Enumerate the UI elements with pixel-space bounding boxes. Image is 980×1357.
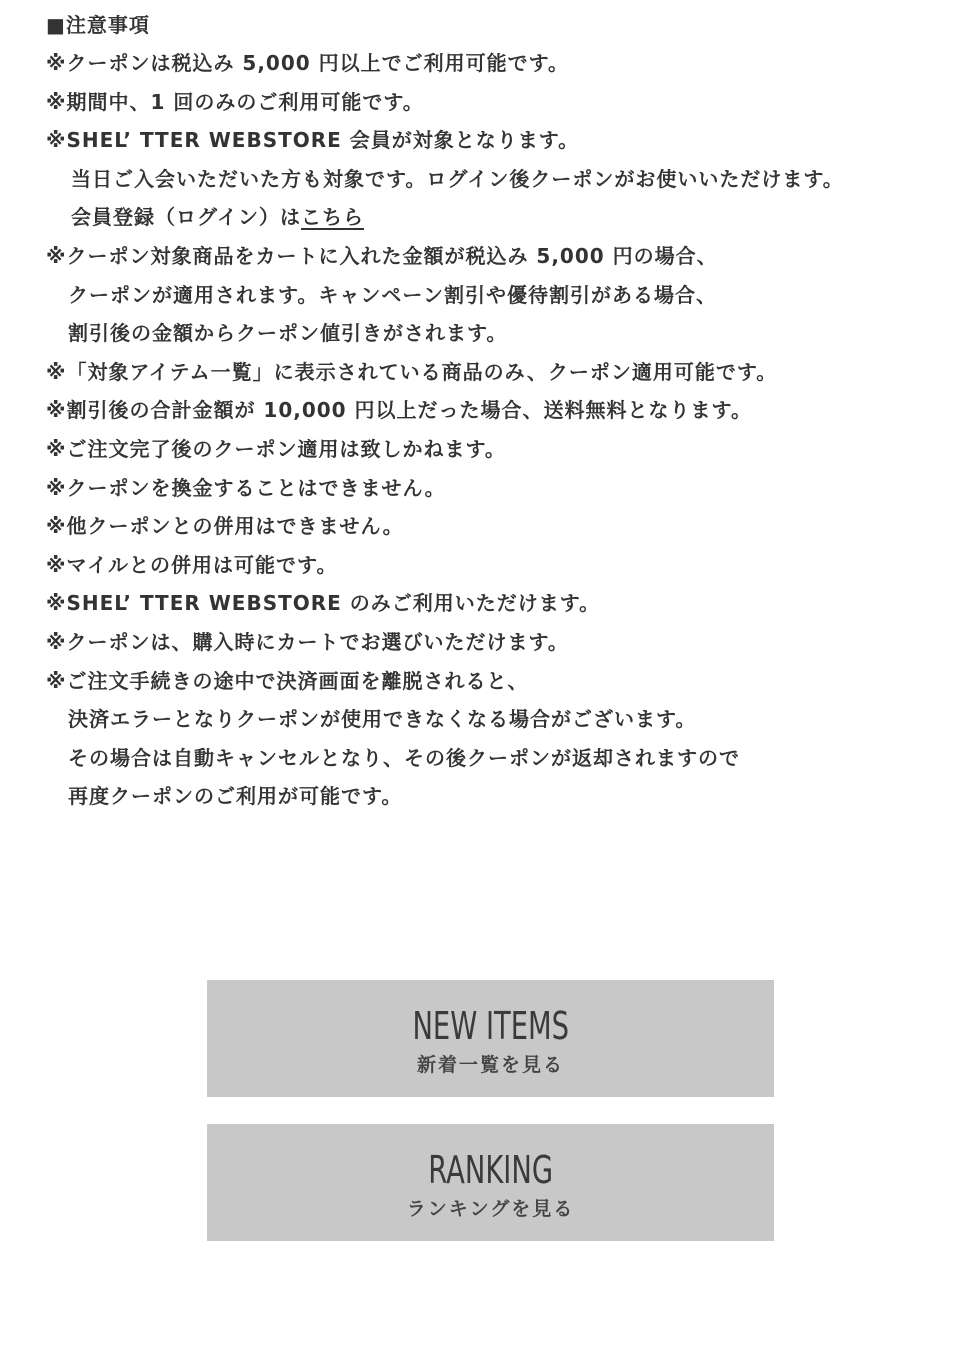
note-line: ※SHEL’ TTER WEBSTORE のみご利用いただけます。 [46, 591, 601, 616]
note-line: ※クーポンは税込み 5,000 円以上でご利用可能です。 [46, 51, 570, 75]
register-prefix: 会員登録（ログイン）は [71, 205, 301, 230]
note-line: ※割引後の合計金額が 10,000 円以上だった場合、送料無料となります。 [46, 398, 752, 423]
note-line: ※「対象アイテム一覧」に表示されている商品のみ、クーポン適用可能です。 [46, 359, 778, 384]
notes-heading: ■注意事項 [46, 13, 150, 37]
note-line: ※SHEL’ TTER WEBSTORE 会員が対象となります。 [46, 128, 580, 153]
register-line [46, 198, 976, 237]
note-line: ※期間中、1 回のみのご利用可能です。 [46, 89, 424, 114]
new-items-subtitle: 新着一覧を見る [416, 1053, 564, 1076]
note-line: 再度クーポンのご利用が可能です。 [68, 784, 403, 809]
note-line: ※マイルとの併用は可能です。 [46, 552, 338, 577]
note-line: ※他クーポンとの併用はできません。 [46, 514, 404, 539]
note-line: ※ご注文手続きの途中で決済画面を離脱されると、 [46, 668, 529, 693]
note-line: 決済エラーとなりクーポンが使用できなくなる場合がございます。 [68, 707, 697, 732]
note-line: その場合は自動キャンセルとなり、その後クーポンが返却されますので [68, 745, 740, 770]
note-line: ※クーポン対象商品をカートに入れた金額が税込み 5,000 円の場合、 [46, 243, 718, 268]
new-items-button[interactable] [207, 980, 774, 1097]
register-link[interactable]: こちら [301, 205, 364, 230]
notes-section [46, 6, 976, 816]
note-line: 割引後の金額からクーポン値引きがされます。 [68, 321, 508, 346]
ranking-subtitle: ランキングを見る [406, 1197, 575, 1220]
new-items-title: NEW ITEMS [412, 1003, 569, 1048]
note-line: ※ご注文完了後のクーポン適用は致しかねます。 [46, 436, 506, 461]
note-line: クーポンが適用されます。キャンペーン割引や優待割引がある場合、 [68, 282, 717, 307]
ranking-title: RANKING [428, 1147, 553, 1192]
note-line: ※クーポンを換金することはできません。 [46, 475, 446, 500]
note-line: ※クーポンは、購入時にカートでお選びいただけます。 [46, 629, 569, 654]
ranking-button[interactable] [207, 1124, 774, 1241]
note-line: 当日ご入会いただいた方も対象です。ログイン後クーポンがお使いいただけます。 [71, 166, 844, 191]
